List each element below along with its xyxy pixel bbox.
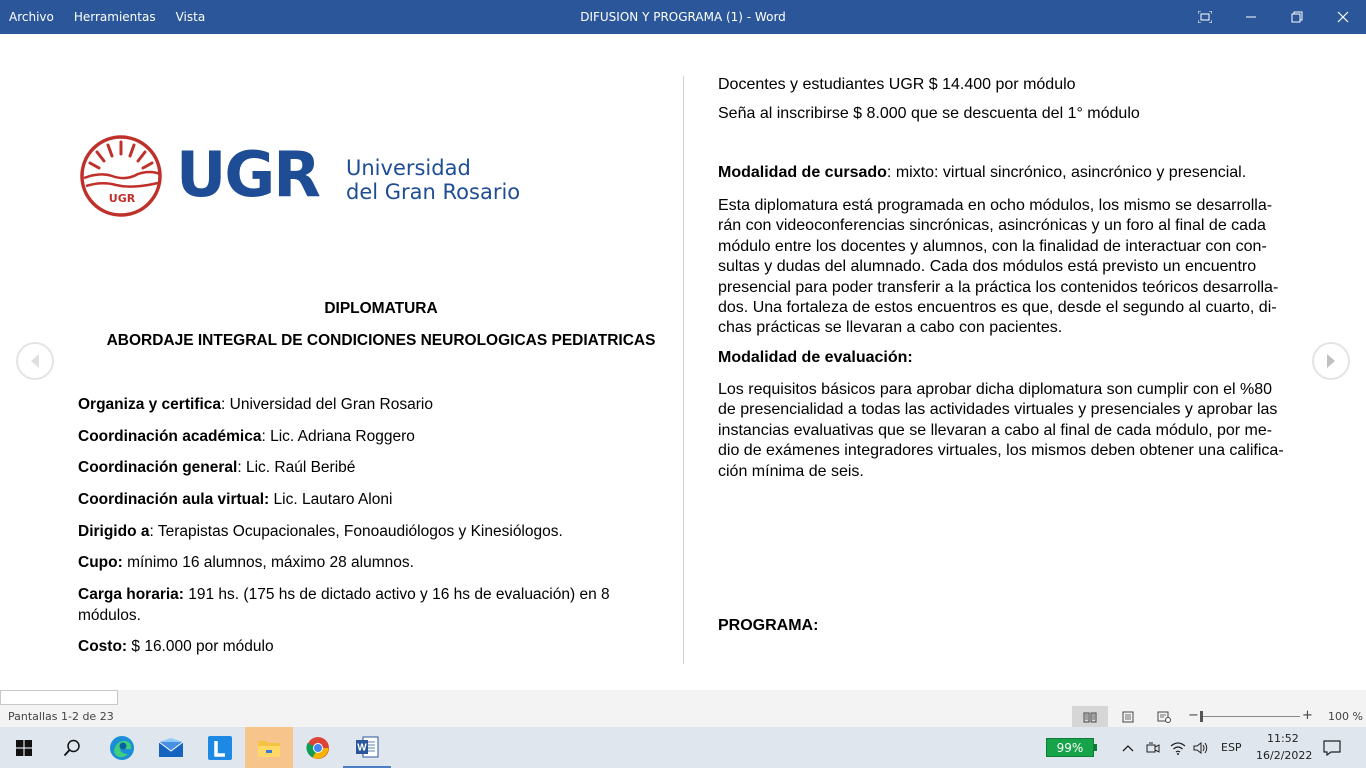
heading-course-title: ABORDAJE INTEGRAL DE CONDICIONES NEUROLOGICAS PEDIATRICAS xyxy=(106,332,656,349)
clock-date[interactable]: 16/2/2022 xyxy=(1256,749,1313,762)
focus-mode-button[interactable] xyxy=(1182,0,1228,34)
horizontal-scrollbar[interactable] xyxy=(0,690,1366,706)
ugr-seal-icon xyxy=(80,134,164,218)
paragraph-line: de presencialidad a todas las actividades virtuales y presenciales y aprobar las xyxy=(718,401,1278,419)
field-label: Coordinación académica xyxy=(78,428,262,445)
zoom-out-button[interactable]: − xyxy=(1188,708,1199,723)
menu-herramientas[interactable]: Herramientas xyxy=(73,10,156,24)
battery-indicator[interactable]: 99% xyxy=(1046,738,1094,757)
wifi-icon xyxy=(1170,741,1186,755)
focus-icon xyxy=(1198,11,1212,23)
field-value: Lic. Adriana Roggero xyxy=(270,428,415,445)
search-button[interactable] xyxy=(48,727,96,768)
camera-icon xyxy=(1146,741,1160,755)
print-layout-button[interactable] xyxy=(1110,706,1146,727)
show-hidden-icons-button[interactable] xyxy=(1116,727,1140,768)
taskbar-file-explorer[interactable] xyxy=(245,727,293,768)
field-value: Universidad del Gran Rosario xyxy=(229,396,433,413)
chevron-right-icon xyxy=(1324,353,1338,369)
field-value: Lic. Lautaro Aloni xyxy=(273,491,393,508)
clock-time[interactable]: 11:52 xyxy=(1267,732,1299,745)
web-layout-button[interactable] xyxy=(1146,706,1182,727)
paragraph-line: Esta diplomatura está programada en ocho módulos, los mismo se desarrolla- xyxy=(718,197,1273,214)
window-title: DIFUSION Y PROGRAMA (1) - Word xyxy=(580,10,786,24)
taskbar-chrome[interactable] xyxy=(294,727,342,768)
field-label: Organiza y certifica xyxy=(78,396,222,413)
meet-now-button[interactable] xyxy=(1142,727,1164,768)
paragraph-line: dos. Una fortaleza de estos encuentros es que, desde el segundo al cuarto, di- xyxy=(718,299,1277,317)
taskbar-mail[interactable] xyxy=(147,727,195,768)
page-divider xyxy=(683,76,684,664)
field-value: Lic. Raúl Beribé xyxy=(245,459,356,476)
start-button[interactable] xyxy=(0,727,48,768)
field-value: Terapistas Ocupacionales, Fonoaudiólogos y Kinesiólogos. xyxy=(157,523,563,540)
status-bar xyxy=(0,706,1366,727)
taskbar-edge[interactable] xyxy=(98,727,146,768)
university-name xyxy=(346,156,520,204)
chevron-up-icon xyxy=(1122,744,1134,752)
document-area[interactable] xyxy=(0,34,1366,690)
paragraph-line: chas prácticas se llevaran a cabo con pacientes. xyxy=(718,319,1063,337)
menu-archivo[interactable]: Archivo xyxy=(9,10,54,24)
field-sep: : xyxy=(149,523,158,540)
minimize-button[interactable] xyxy=(1228,0,1274,34)
programa-heading: PROGRAMA: xyxy=(718,617,819,634)
zoom-slider-thumb[interactable] xyxy=(1200,711,1203,722)
chevron-left-icon xyxy=(28,353,42,369)
paragraph-line: Los requisitos básicos para aprobar dicha diplomatura son cumplir con el %80 xyxy=(718,381,1273,398)
field-label: Coordinación general xyxy=(78,459,238,476)
menu-bar xyxy=(9,0,225,34)
field-coordinacion-academica xyxy=(78,426,648,447)
ugr-seal-text: UGR xyxy=(108,192,136,205)
modalidad-cursado-value: : mixto: virtual sincrónico, asincrónico y presencial. xyxy=(886,164,1247,181)
field-cupo xyxy=(78,552,648,573)
read-mode-button[interactable] xyxy=(1072,706,1108,727)
speaker-icon xyxy=(1193,741,1209,755)
close-button[interactable] xyxy=(1320,0,1366,34)
field-sep: : xyxy=(237,459,246,476)
title-bar xyxy=(0,0,1366,34)
modalidad-cursado xyxy=(718,164,1290,182)
svg-text:W: W xyxy=(357,742,367,753)
field-sep: : xyxy=(221,396,230,413)
ugr-logo xyxy=(80,134,530,218)
zoom-level[interactable]: 100 % xyxy=(1328,710,1363,723)
close-icon xyxy=(1337,11,1349,23)
field-value: $ 16.000 por módulo xyxy=(131,638,274,655)
edge-icon xyxy=(109,735,135,761)
field-value: mínimo 16 alumnos, máximo 28 alumnos. xyxy=(127,554,414,571)
restore-icon xyxy=(1291,11,1303,23)
field-dirigido-a xyxy=(78,521,648,542)
field-label: Carga horaria: xyxy=(78,586,184,603)
field-costo xyxy=(78,636,648,657)
paragraph-line: rán con videoconferencias sincrónicas, asincrónicas y un foro al final de cada xyxy=(718,217,1266,235)
taskbar-word[interactable] xyxy=(343,727,391,768)
university-name-line2: del Gran Rosario xyxy=(346,180,521,204)
paragraph-line: sultas y dudas del alumnado. Cada dos módulos está previsto un encuentro xyxy=(718,258,1257,276)
zoom-slider-track[interactable] xyxy=(1200,716,1300,717)
battery-tip xyxy=(1094,744,1097,751)
read-mode-icon xyxy=(1083,711,1097,723)
paragraph-line: presencial para poder transferir a la práctica los contenidos teóricos desarrolla- xyxy=(718,278,1279,296)
notification-icon xyxy=(1323,740,1341,756)
field-carga-horaria xyxy=(78,584,648,626)
ugr-wordmark: UGR xyxy=(176,138,319,211)
field-coordinacion-aula-virtual xyxy=(78,489,648,510)
paragraph-line: módulo entre los docentes y alumnos, con la finalidad de interactuar con con- xyxy=(718,237,1267,255)
chrome-icon xyxy=(306,736,330,760)
l-app-icon xyxy=(208,736,232,760)
minimize-icon xyxy=(1245,11,1257,23)
taskbar xyxy=(0,727,1366,768)
volume-button[interactable] xyxy=(1190,727,1212,768)
zoom-in-button[interactable]: + xyxy=(1302,708,1313,723)
windows-icon xyxy=(16,740,32,756)
price-line-docentes: Docentes y estudiantes UGR $ 14.400 por módulo xyxy=(718,76,1076,93)
taskbar-app-l[interactable] xyxy=(196,727,244,768)
heading-diplomatura: DIPLOMATURA xyxy=(324,300,438,317)
field-coordinacion-general xyxy=(78,457,648,478)
paragraph-programacion xyxy=(718,196,1290,339)
field-organiza xyxy=(78,394,648,415)
next-page-button[interactable] xyxy=(1312,342,1350,380)
price-line-sena: Seña al inscribirse $ 8.000 que se descuenta del 1° módulo xyxy=(718,105,1140,122)
print-layout-icon xyxy=(1122,711,1134,723)
previous-page-button[interactable] xyxy=(16,342,54,380)
field-label: Cupo: xyxy=(78,554,123,571)
paragraph-line: instancias evaluativas que se llevaran a cabo al final de cada módulo, por me- xyxy=(718,421,1273,439)
modalidad-cursado-label: Modalidad de cursado xyxy=(718,164,887,181)
search-icon xyxy=(63,739,81,757)
field-label: Dirigido a xyxy=(78,523,150,540)
scrollbar-thumb[interactable] xyxy=(0,690,118,705)
paragraph-evaluacion xyxy=(718,380,1290,482)
restore-button[interactable] xyxy=(1274,0,1320,34)
notifications-button[interactable] xyxy=(1310,727,1354,768)
web-layout-icon xyxy=(1157,711,1171,723)
word-icon xyxy=(355,735,379,759)
folder-icon xyxy=(257,738,281,758)
page-count: Pantallas 1-2 de 23 xyxy=(8,710,114,723)
modalidad-evaluacion-label: Modalidad de evaluación: xyxy=(718,349,913,366)
mail-icon xyxy=(158,738,184,758)
university-name-line1: Universidad xyxy=(346,156,471,180)
menu-vista[interactable]: Vista xyxy=(175,10,206,24)
input-language[interactable]: ESP xyxy=(1221,741,1242,754)
paragraph-line: dio de exámenes integradores virtuales, los mismos deben obtener una califica- xyxy=(718,442,1284,460)
field-label: Costo: xyxy=(78,638,128,655)
field-value: 191 hs. (175 hs de dictado activo y 16 hs de evaluación) en 8 módulos. xyxy=(78,586,610,624)
field-sep: : xyxy=(261,428,271,445)
paragraph-line: ción mínima de seis. xyxy=(718,462,864,480)
network-button[interactable] xyxy=(1166,727,1190,768)
field-label: Coordinación aula virtual: xyxy=(78,491,270,508)
